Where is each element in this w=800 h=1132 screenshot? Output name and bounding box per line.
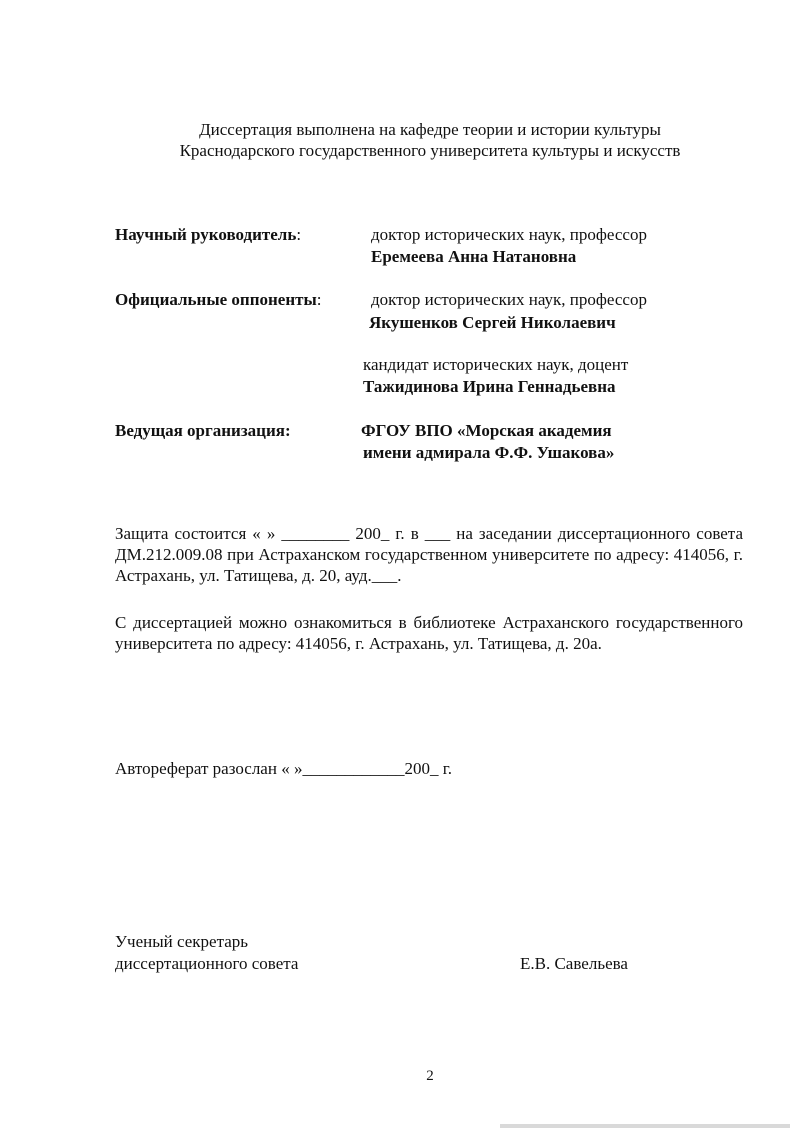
opponents-label: Официальные оппоненты: xyxy=(115,290,322,309)
defense-paragraph: Защита состоится « » ________ 200_ г. в ___ на заседании диссертационного совета ДМ.212.009.08 при Астраханском государственном университете по адресу: 414056, г. Астрахань, ул. Татищева, д. 20, ауд.___. xyxy=(115,524,743,585)
lead-organization-line-2: имени адмирала Ф.Ф. Ушакова» xyxy=(363,443,615,462)
opponent-2-name: Тажидинова Ирина Геннадьевна xyxy=(363,377,616,396)
page-number: 2 xyxy=(426,1068,434,1084)
supervisor-degree: доктор исторических наук, профессор xyxy=(371,225,647,244)
library-paragraph: С диссертацией можно ознакомиться в библиотеке Астраханского государственного университета по адресу: 414056, г. Астрахань, ул. Татищева, д. 20а. xyxy=(115,613,743,653)
dissertation-header xyxy=(0,119,800,161)
opponent-1-degree: доктор исторических наук, профессор xyxy=(371,290,647,309)
scan-edge-mark xyxy=(500,1124,790,1128)
supervisor-name: Еремеева Анна Натановна xyxy=(371,247,577,266)
opponent-2-degree: кандидат исторических наук, доцент xyxy=(363,355,629,374)
header-line-1: Диссертация выполнена на кафедре теории и истории культуры xyxy=(199,120,661,139)
header-line-2: Краснодарского государственного университета культуры и искусств xyxy=(179,141,681,160)
opponent-1-name: Якушенков Сергей Николаевич xyxy=(369,313,616,332)
abstract-sent-line: Автореферат разослан « »____________200_ г. xyxy=(115,759,452,778)
secretary-name: Е.В. Савельева xyxy=(520,954,628,973)
secretary-title-line-2: диссертационного совета xyxy=(115,954,299,973)
lead-organization-label: Ведущая организация: xyxy=(115,421,291,440)
secretary-title-line-1: Ученый секретарь xyxy=(115,932,249,951)
supervisor-label: Научный руководитель: xyxy=(115,225,302,244)
lead-organization-line-1: ФГОУ ВПО «Морская академия xyxy=(361,421,612,440)
